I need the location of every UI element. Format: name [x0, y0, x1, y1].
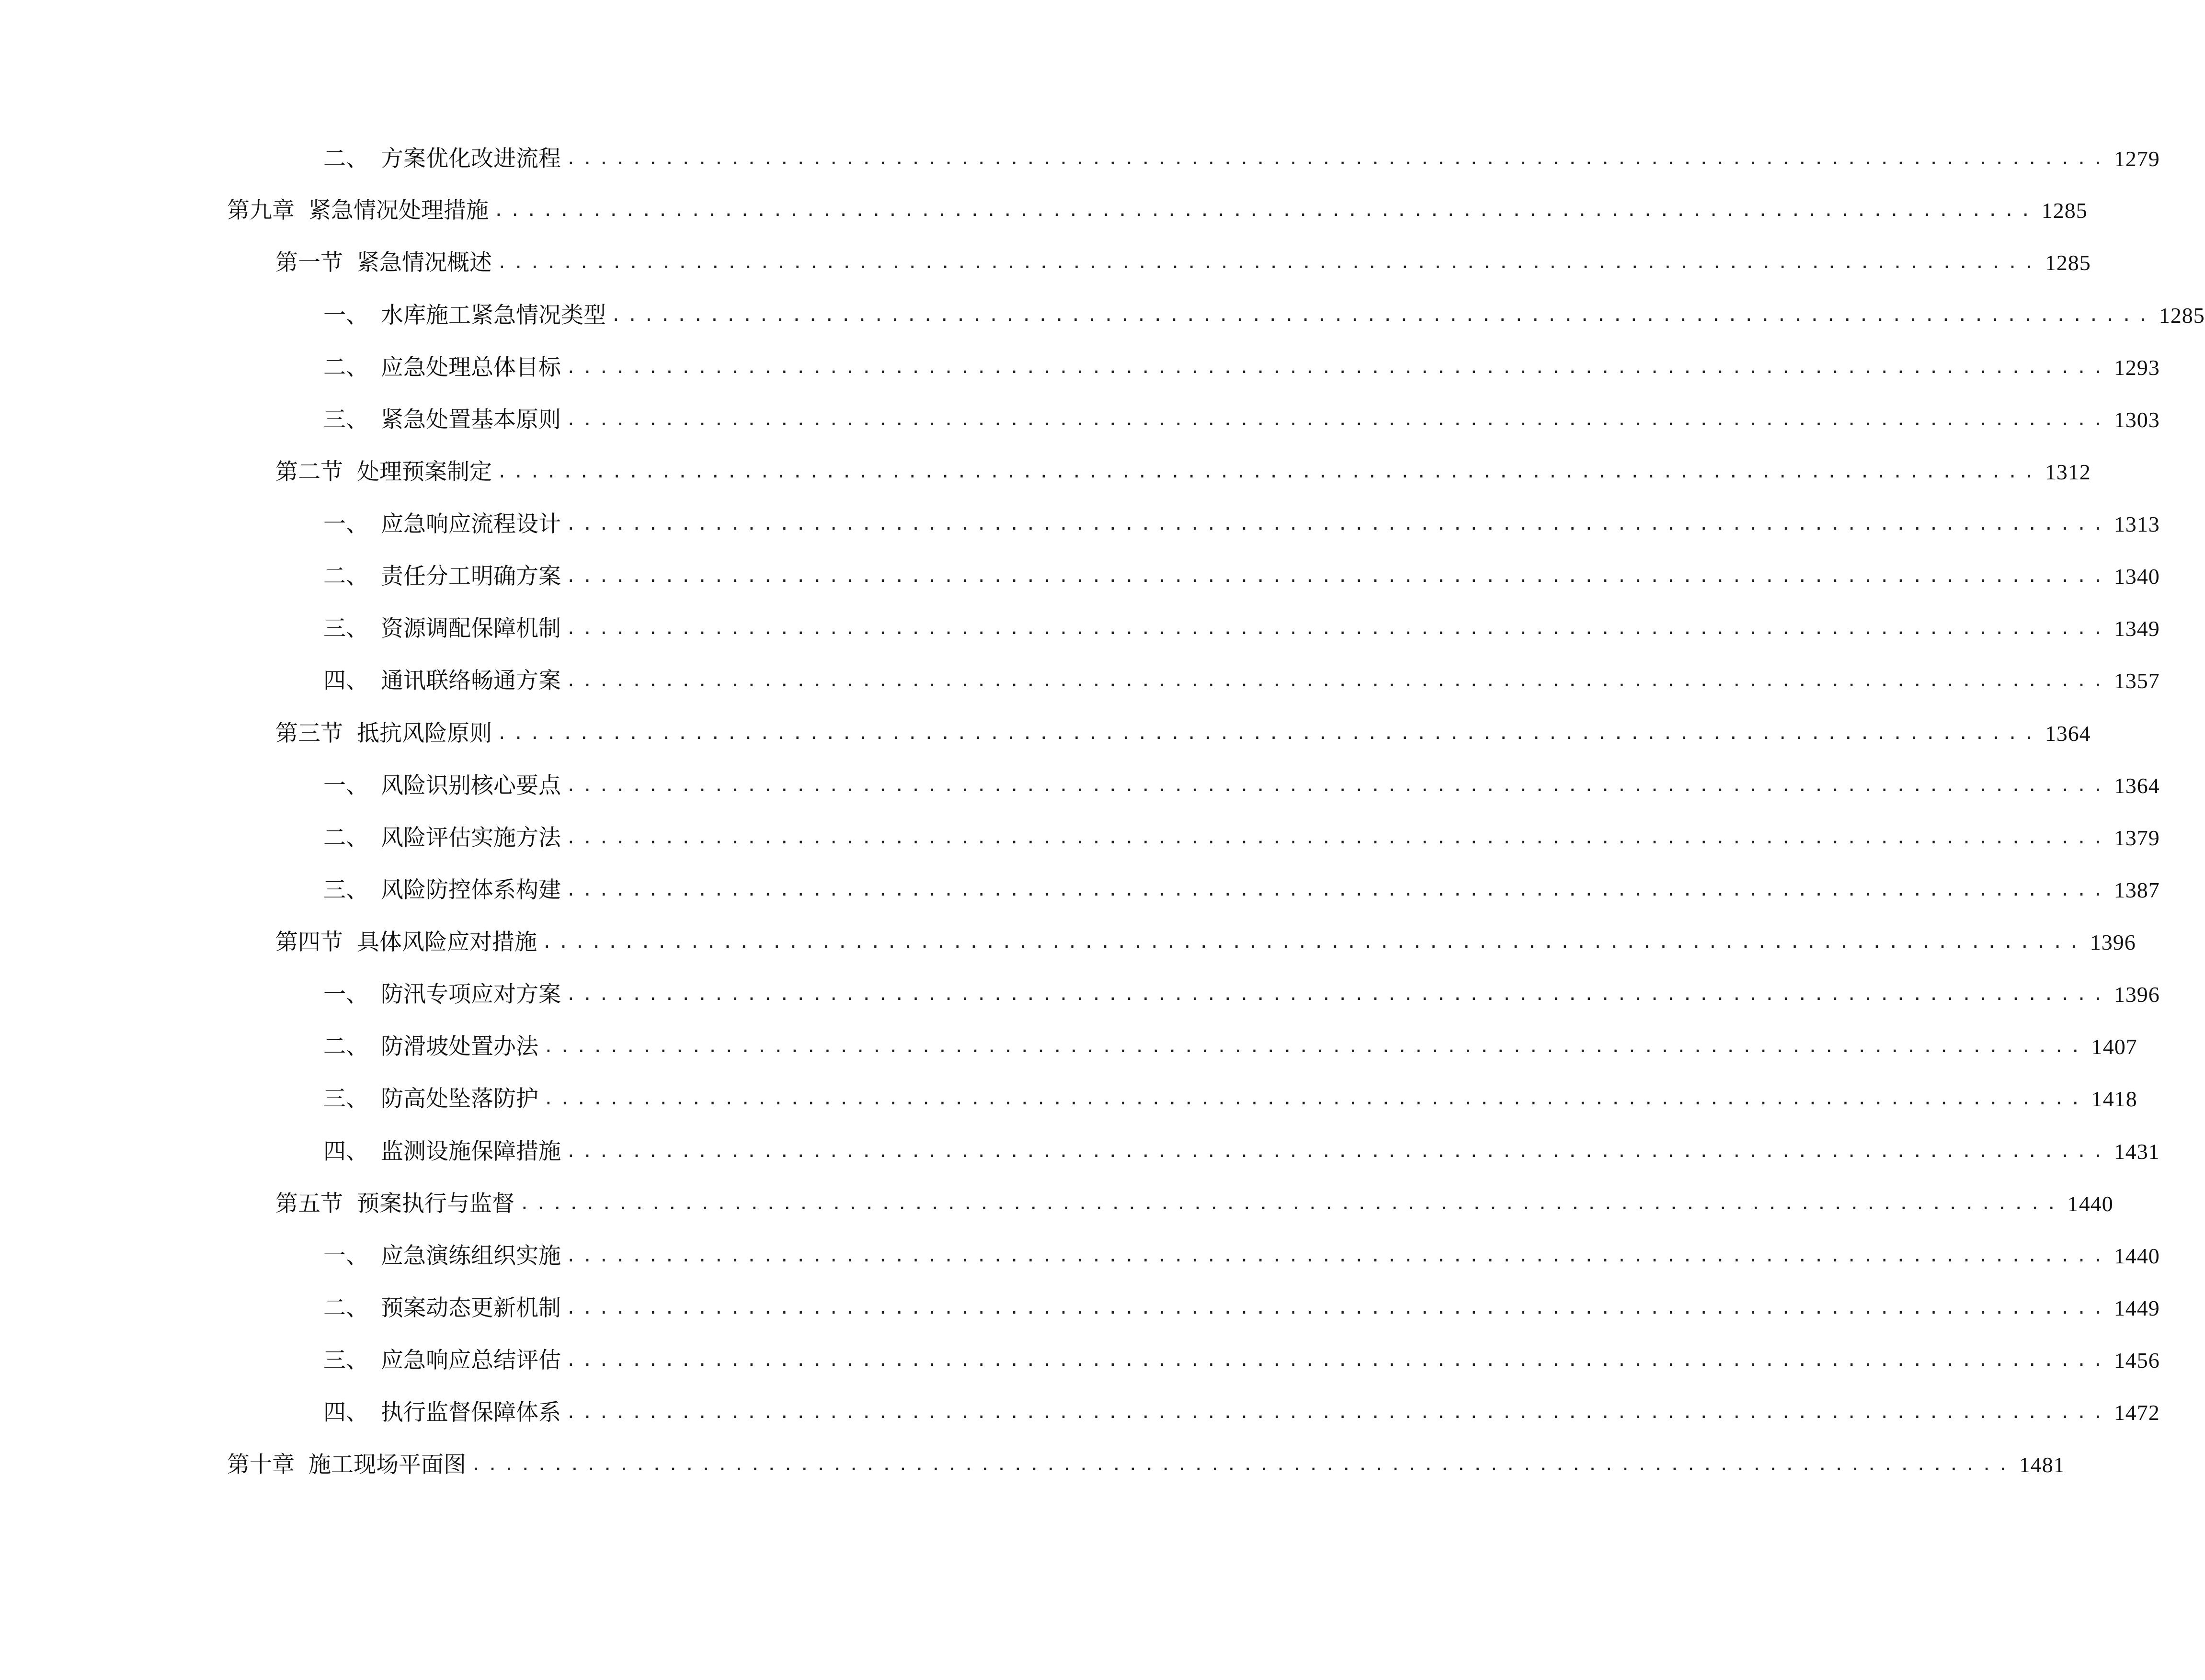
toc-dot-leader: .............................................................................................. — [566, 619, 2109, 638]
toc-entry[interactable] — [275, 717, 2091, 750]
toc-entry-page: 1396 — [2090, 930, 2136, 954]
toc-entry-page: 1312 — [2045, 460, 2091, 484]
toc-entry-number: 一、 — [323, 772, 368, 799]
toc-entry-title: 风险评估实施方法 — [381, 825, 561, 851]
toc-entry-number: 二、 — [323, 1033, 368, 1060]
toc-entry-title: 预案动态更新机制 — [381, 1295, 561, 1321]
toc-entry[interactable] — [323, 1344, 2160, 1377]
toc-entry[interactable] — [323, 403, 2160, 437]
toc-entry-number: 二、 — [323, 354, 368, 381]
toc-dot-leader: .............................................................................................. — [543, 1089, 2087, 1109]
toc-dot-leader: .............................................................................................. — [497, 462, 2040, 482]
toc-entry-title: 防高处坠落防护 — [381, 1086, 538, 1112]
toc-entry-number: 一、 — [323, 302, 368, 329]
toc-entry[interactable] — [323, 1135, 2160, 1169]
toc-entry-page: 1349 — [2114, 616, 2160, 641]
toc-dot-leader: .............................................................................................. — [497, 724, 2040, 743]
toc-dot-leader: .............................................................................................. — [566, 149, 2109, 169]
toc-entry-number: 第十章 — [227, 1452, 295, 1478]
toc-entry-title: 应急处理总体目标 — [381, 354, 561, 381]
toc-entry-number: 第二节 — [275, 459, 343, 485]
toc-entry[interactable] — [323, 978, 2160, 1011]
toc-entry[interactable] — [323, 142, 2160, 176]
toc-entry-number: 三、 — [323, 877, 368, 903]
toc-entry-number: 二、 — [323, 146, 368, 172]
toc-entry-number: 二、 — [323, 825, 368, 851]
toc-entry-title: 通讯联络畅通方案 — [381, 668, 561, 694]
toc-dot-leader: .............................................................................................. — [566, 880, 2109, 900]
toc-entry[interactable] — [275, 455, 2091, 489]
toc-dot-leader: .............................................................................................. — [543, 1037, 2087, 1056]
toc-dot-leader: .............................................................................................. — [519, 1194, 2063, 1214]
toc-entry-title: 方案优化改进流程 — [381, 146, 561, 172]
toc-entry-number: 三、 — [323, 1086, 368, 1112]
toc-entry-page: 1472 — [2114, 1400, 2160, 1425]
toc-entry[interactable] — [275, 926, 2136, 959]
toc-entry-page: 1293 — [2114, 355, 2160, 380]
toc-entry-page: 1379 — [2114, 826, 2160, 850]
toc-entry-number: 四、 — [323, 668, 368, 694]
toc-dot-leader: .............................................................................................. — [566, 358, 2109, 377]
toc-entry[interactable] — [275, 1187, 2114, 1221]
toc-entry-page: 1481 — [2019, 1453, 2065, 1477]
toc-entry-number: 二、 — [323, 563, 368, 590]
toc-dot-leader: .............................................................................................. — [566, 567, 2109, 586]
toc-entry[interactable] — [323, 508, 2160, 541]
toc-entry-page: 1387 — [2114, 878, 2160, 902]
toc-entry[interactable] — [323, 1030, 2137, 1064]
toc-entry[interactable] — [323, 1082, 2137, 1116]
toc-entry-page: 1456 — [2114, 1348, 2160, 1373]
toc-dot-leader: .............................................................................................. — [497, 253, 2040, 272]
toc-entry[interactable] — [227, 1448, 2065, 1482]
toc-entry[interactable] — [323, 612, 2160, 646]
toc-dot-leader: .............................................................................................. — [566, 1142, 2109, 1161]
toc-entry-title: 具体风险应对措施 — [357, 929, 537, 955]
toc-entry-number: 四、 — [323, 1138, 368, 1165]
toc-entry-page: 1449 — [2114, 1296, 2160, 1320]
toc-entry-title: 资源调配保障机制 — [381, 615, 561, 642]
toc-entry[interactable] — [323, 299, 2205, 332]
toc-entry-number: 二、 — [323, 1295, 368, 1321]
toc-entry-title: 紧急情况处理措施 — [308, 197, 489, 224]
toc-entry-page: 1440 — [2114, 1244, 2160, 1268]
toc-entry-title: 风险防控体系构建 — [381, 877, 561, 903]
toc-dot-leader: .............................................................................................. — [566, 1403, 2109, 1422]
toc-entry-number: 第九章 — [227, 197, 295, 224]
toc-dot-leader: .............................................................................................. — [566, 776, 2109, 795]
toc-entry-title: 抵抗风险原则 — [357, 720, 492, 747]
toc-entry-number: 第四节 — [275, 929, 343, 955]
toc-dot-leader: .............................................................................................. — [471, 1455, 2014, 1475]
toc-entry[interactable] — [323, 1292, 2160, 1325]
toc-entry-title: 责任分工明确方案 — [381, 563, 561, 590]
toc-entry-page: 1285 — [2045, 250, 2091, 275]
toc-entry-page: 1285 — [2159, 303, 2205, 328]
toc-entry-number: 一、 — [323, 1243, 368, 1269]
toc-dot-leader: .............................................................................................. — [566, 1246, 2109, 1266]
toc-dot-leader: .............................................................................................. — [566, 1298, 2109, 1318]
toc-dot-leader: .............................................................................................. — [566, 985, 2109, 1004]
toc-entry-title: 施工现场平面图 — [308, 1452, 466, 1478]
toc-dot-leader: .............................................................................................. — [566, 828, 2109, 848]
toc-entry-number: 一、 — [323, 981, 368, 1008]
toc-entry-title: 预案执行与监督 — [357, 1191, 514, 1217]
toc-entry-title: 处理预案制定 — [357, 459, 492, 485]
toc-entry-number: 四、 — [323, 1399, 368, 1426]
toc-entry[interactable] — [323, 664, 2160, 698]
toc-dot-leader: .............................................................................................. — [611, 306, 2154, 325]
toc-entry[interactable] — [323, 351, 2160, 385]
toc-entry-title: 紧急处置基本原则 — [381, 407, 561, 433]
toc-entry[interactable] — [227, 194, 2088, 227]
toc-entry-number: 第一节 — [275, 250, 343, 276]
toc-entry-title: 执行监督保障体系 — [381, 1399, 561, 1426]
toc-entry-page: 1396 — [2114, 982, 2160, 1007]
toc-entry-page: 1364 — [2114, 773, 2160, 798]
toc-entry[interactable] — [323, 874, 2160, 907]
toc-entry-title: 应急响应总结评估 — [381, 1347, 561, 1374]
toc-dot-leader: .............................................................................................. — [566, 410, 2109, 430]
toc-entry-number: 三、 — [323, 407, 368, 433]
toc-entry[interactable] — [275, 246, 2091, 280]
toc-entry-number: 第五节 — [275, 1191, 343, 1217]
toc-entry-number: 三、 — [323, 1347, 368, 1374]
toc-entry-title: 水库施工紧急情况类型 — [381, 302, 606, 329]
toc-entry[interactable] — [323, 769, 2160, 803]
toc-entry-number: 三、 — [323, 615, 368, 642]
toc-entry-title: 防滑坡处置办法 — [381, 1033, 538, 1060]
toc-entry-title: 紧急情况概述 — [357, 250, 492, 276]
toc-entry-page: 1303 — [2114, 408, 2160, 432]
toc-entry-page: 1407 — [2091, 1034, 2137, 1059]
toc-dot-leader: .............................................................................................. — [493, 201, 2037, 220]
toc-entry[interactable] — [323, 560, 2160, 593]
toc-entry[interactable] — [323, 821, 2160, 855]
toc-entry-title: 应急演练组织实施 — [381, 1243, 561, 1269]
toc-entry-page: 1313 — [2114, 512, 2160, 536]
toc-entry-title: 风险识别核心要点 — [381, 772, 561, 799]
toc-entry-number: 一、 — [323, 511, 368, 537]
toc-entry-title: 防汛专项应对方案 — [381, 981, 561, 1008]
toc-entry-page: 1418 — [2091, 1087, 2137, 1111]
toc-entry-page: 1440 — [2067, 1192, 2114, 1216]
toc-entry-title: 监测设施保障措施 — [381, 1138, 561, 1165]
toc-entry-page: 1340 — [2114, 564, 2160, 589]
toc-entry-page: 1364 — [2045, 721, 2091, 746]
toc-entry-number: 第三节 — [275, 720, 343, 747]
toc-entry-title: 应急响应流程设计 — [381, 511, 561, 537]
toc-dot-leader: .............................................................................................. — [566, 671, 2109, 691]
toc-entry[interactable] — [323, 1239, 2160, 1273]
toc-dot-leader: .............................................................................................. — [566, 1351, 2109, 1370]
toc-dot-leader: .............................................................................................. — [542, 932, 2085, 952]
toc-entry-page: 1431 — [2114, 1139, 2160, 1164]
toc-dot-leader: .............................................................................................. — [566, 514, 2109, 534]
toc-entry-page: 1285 — [2041, 198, 2088, 223]
toc-entry-page: 1357 — [2114, 669, 2160, 693]
toc-entry[interactable] — [323, 1396, 2160, 1430]
toc-entry-page: 1279 — [2114, 147, 2160, 171]
